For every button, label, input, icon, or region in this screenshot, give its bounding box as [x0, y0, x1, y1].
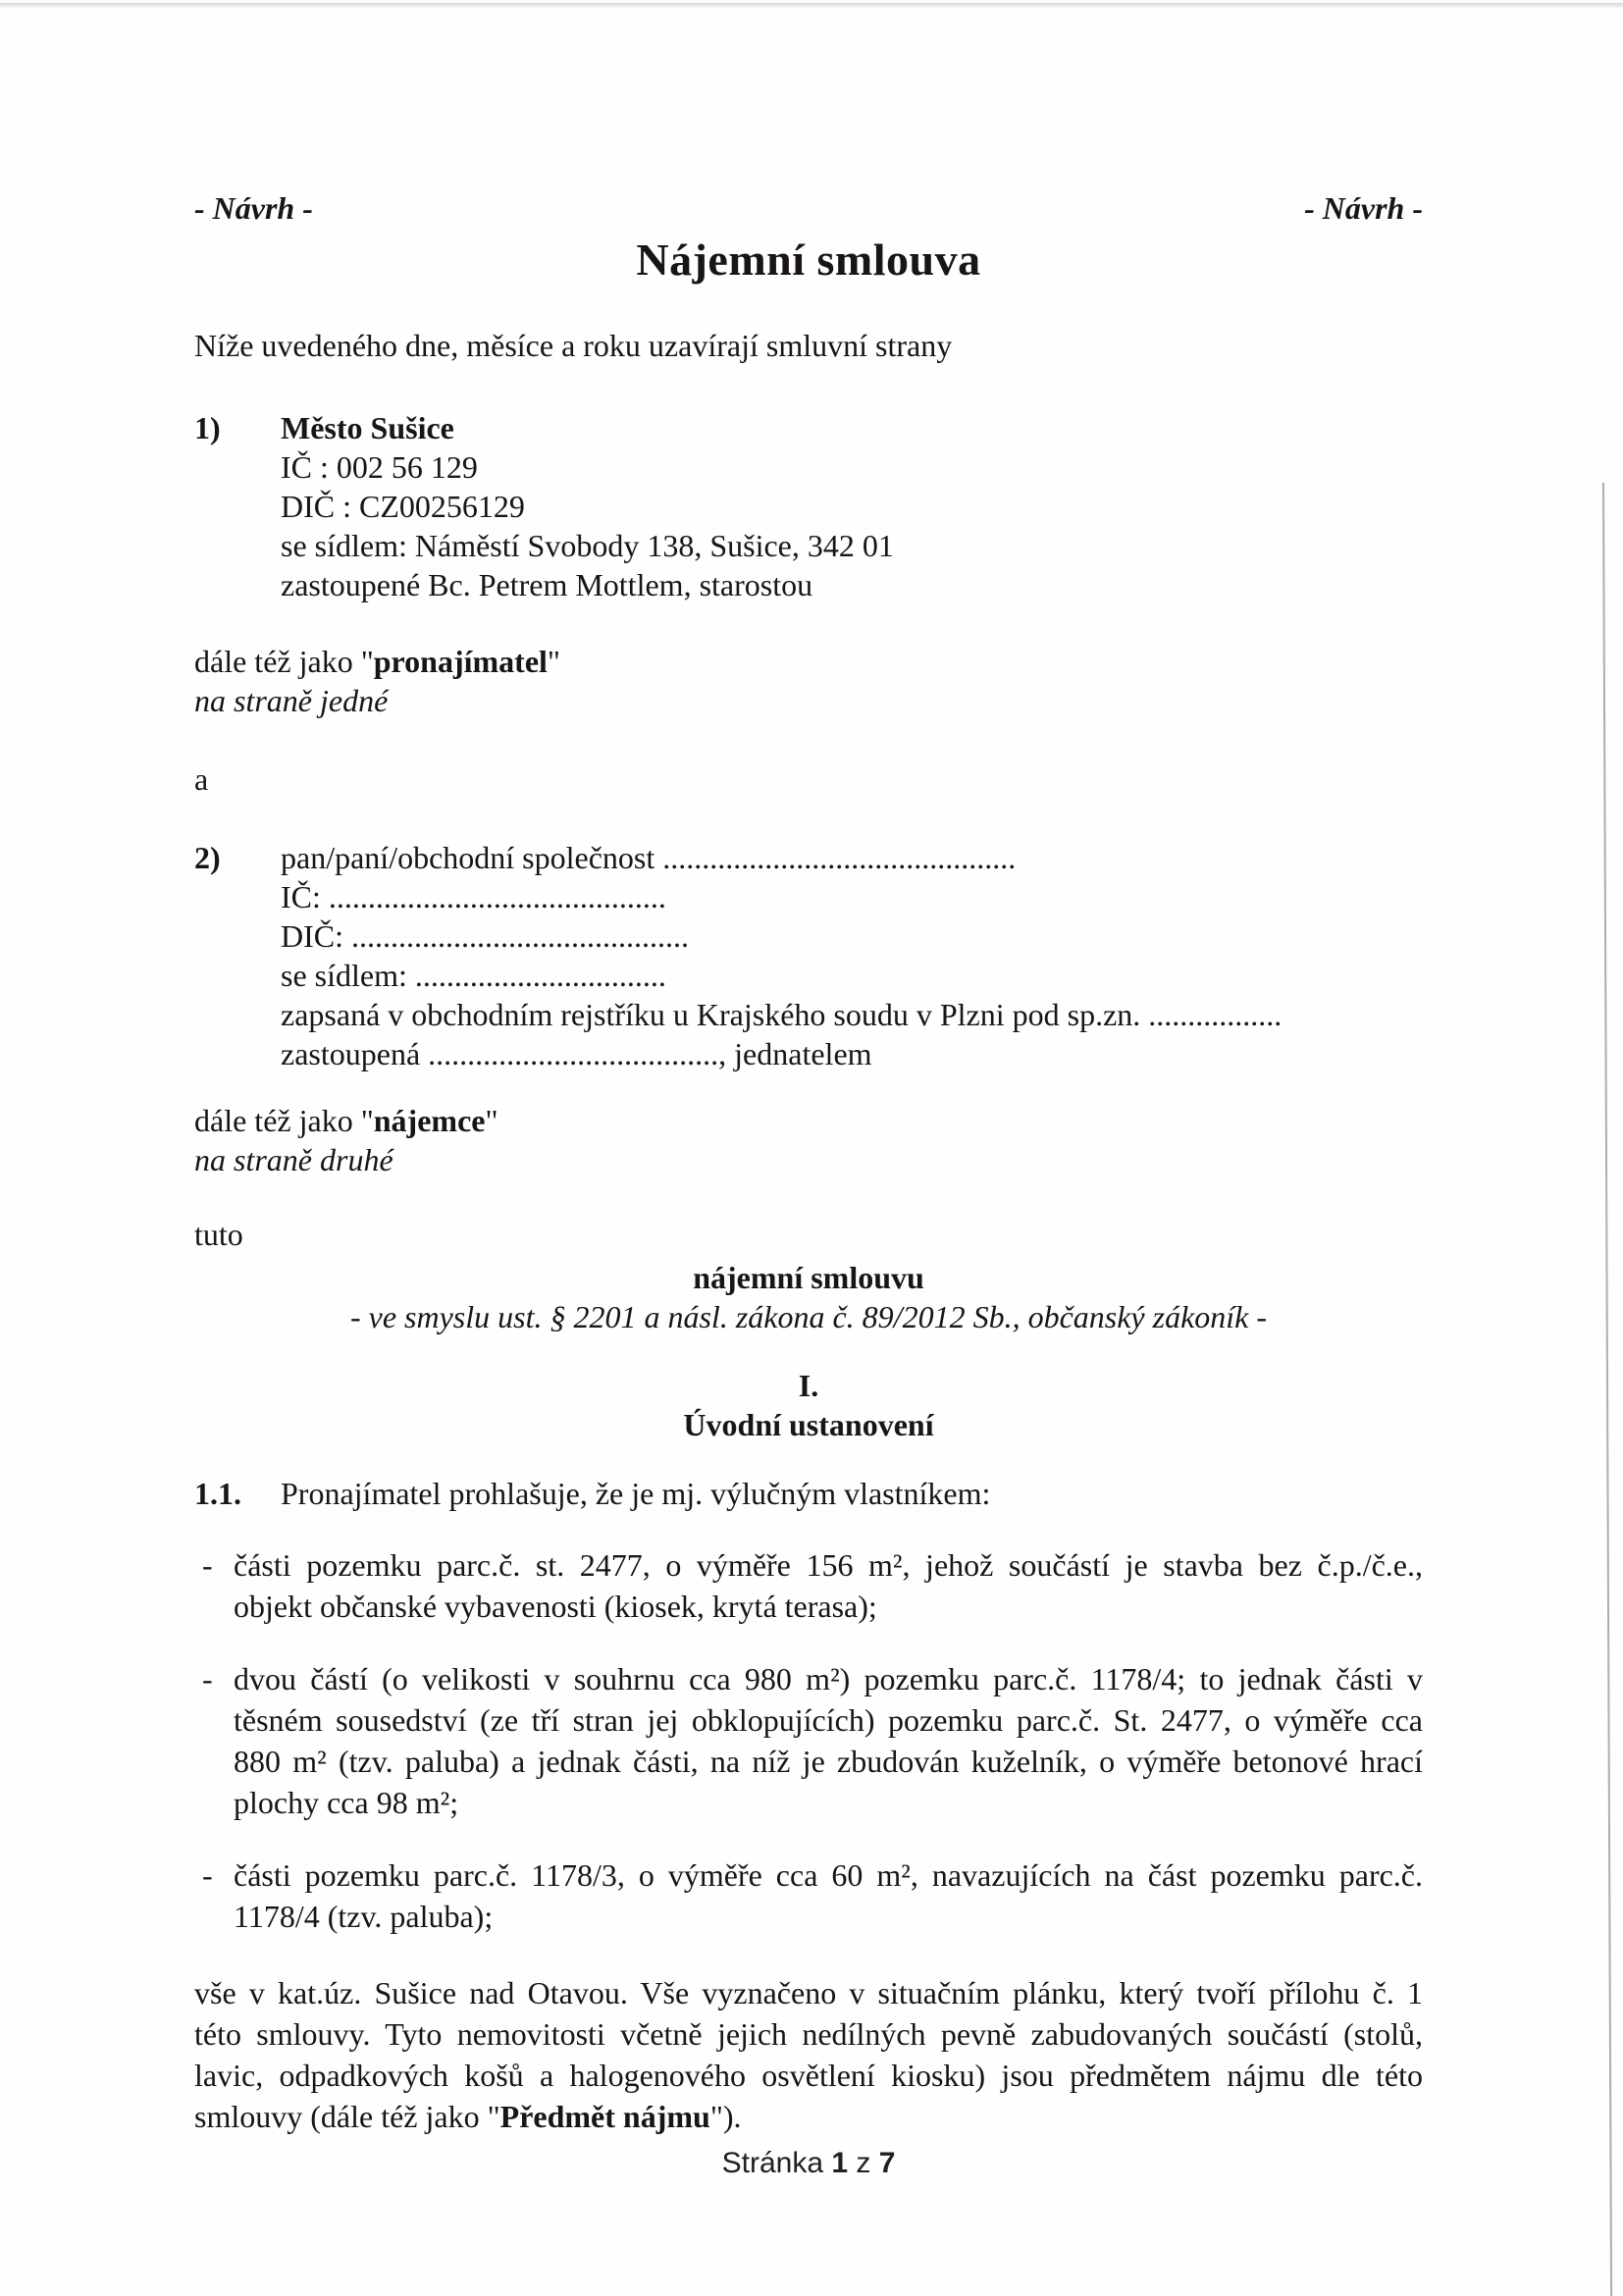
party-2-ic: IČ: ........................................... — [281, 879, 666, 914]
bullet-item-2 — [194, 1658, 1423, 1823]
party-1-block — [194, 408, 1423, 604]
party-2-company-line: pan/paní/obchodní společnost ............................................. — [281, 840, 1017, 875]
party-1-representative: zastoupené Bc. Petrem Mottlem, starostou — [281, 567, 813, 602]
closing-line-4-after: "). — [709, 2099, 742, 2134]
closing-line-4-term: Předmět nájmu — [499, 2099, 710, 2134]
bullet-3-line-2: 1178/4 (tzv. paluba); — [234, 1899, 494, 1934]
party-2-alias-term: nájemce — [373, 1103, 486, 1138]
document-title: Nájemní smlouva — [636, 235, 981, 285]
closing-line-4 — [194, 2096, 1423, 2137]
closing-paragraph — [194, 1972, 1423, 2137]
closing-line-1: vše v kat.úz. Sušice nad Otavou. Vše vyznačeno v situačním plánku, který tvoří přílohu č. 1 — [194, 1975, 1423, 2010]
party-1-side: na straně jedné — [194, 683, 389, 718]
bullet-3-text — [234, 1854, 1423, 1937]
contract-law-reference: - ve smyslu ust. § 2201 a násl. zákona č. 89/2012 Sb., občanský zákoník - — [349, 1299, 1268, 1334]
party-2-alias — [194, 1101, 1423, 1140]
bullet-2-line-4: plochy cca 98 m²; — [234, 1785, 459, 1820]
bullet-2-line-1: dvou částí (o velikosti v souhrnu cca 980 m²) pozemku parc.č. 1178/4; to jednak části v — [234, 1661, 1423, 1696]
bullet-1-line-2: objekt občanské vybavenosti (kiosek, krytá terasa); — [234, 1589, 877, 1624]
section-numeral: I. — [798, 1368, 819, 1403]
footer-page-number: 1 — [831, 2147, 849, 2179]
conjunction: a — [194, 761, 209, 797]
draft-label-left: - Návrh - — [194, 190, 313, 226]
party-1-alias-term: pronajímatel — [373, 644, 548, 679]
bullet-item-1 — [194, 1544, 1423, 1627]
bullet-2-line-3: 880 m² (tzv. paluba) a jednak části, na níž je zbudován kuželník, o výměře betonové hrací — [234, 1744, 1423, 1779]
draft-label-row — [194, 188, 1423, 228]
bullet-3-line-1: části pozemku parc.č. 1178/3, o výměře cca 60 m², navazujících na část pozemku parc.č. — [234, 1857, 1423, 1893]
bullet-item-3 — [194, 1854, 1423, 1937]
party-1-details — [281, 408, 1423, 604]
party-2-dic: DIČ: ........................................... — [281, 918, 689, 954]
bullet-1-marker: - — [202, 1547, 213, 1583]
party-2-alias-prefix: dále též jako " — [194, 1103, 374, 1138]
contract-name: nájemní smlouvu — [693, 1260, 924, 1295]
party-1-alias-prefix: dále též jako " — [194, 644, 374, 679]
party-1-dic: DIČ : CZ00256129 — [281, 489, 525, 524]
bullet-2-marker: - — [202, 1661, 213, 1696]
draft-label-right: - Návrh - — [1304, 190, 1423, 226]
bullet-1-line-1: části pozemku parc.č. st. 2477, o výměře 156 m², jehož součástí je stavba bez č.p./č.e., — [234, 1547, 1423, 1583]
bullet-3-marker: - — [202, 1857, 213, 1893]
party-1-name: Město Sušice — [281, 410, 454, 445]
footer-total-pages: 7 — [878, 2147, 896, 2179]
footer-separator: z — [848, 2147, 879, 2179]
party-2-address: se sídlem: ................................ — [281, 958, 666, 993]
party-2-block — [194, 838, 1423, 1073]
footer-prefix: Stránka — [721, 2147, 832, 2179]
closing-line-4-before: smlouvy (dále též jako " — [194, 2099, 500, 2134]
party-1-alias-suffix: " — [547, 644, 560, 679]
bullet-1-text — [234, 1544, 1423, 1627]
bullet-2-text — [234, 1658, 1423, 1823]
intro-line: Níže uvedeného dne, měsíce a roku uzavírají smluvní strany — [194, 328, 953, 363]
party-1-alias — [194, 642, 1423, 681]
page-footer — [194, 2145, 1423, 2182]
tuto-line: tuto — [194, 1217, 243, 1252]
clause-1-1-text: Pronajímatel prohlašuje, že je mj. výlučným vlastníkem: — [281, 1476, 991, 1511]
closing-line-3: lavic, odpadkových košů a halogenového osvětlení kiosku) jsou předmětem nájmu dle této — [194, 2058, 1423, 2093]
clause-1-1 — [194, 1474, 1423, 1513]
party-1-address: se sídlem: Náměstí Svobody 138, Sušice, 342 01 — [281, 528, 894, 563]
party-1-number: 1) — [194, 410, 221, 445]
bullet-2-line-2: těsném sousedství (ze tří stran jej obklopujících) pozemku parc.č. St. 2477, o výměře cca — [234, 1702, 1423, 1738]
party-2-number: 2) — [194, 840, 221, 875]
document-content — [194, 0, 1423, 2182]
closing-line-2: této smlouvy. Tyto nemovitosti včetně jejich nedílných pevně zabudovaných součástí (stolů, — [194, 2016, 1423, 2052]
party-2-side: na straně druhé — [194, 1142, 393, 1177]
party-2-registry-line: zapsaná v obchodním rejstříku u Krajského soudu v Plzni pod sp.zn. ................. — [281, 997, 1283, 1032]
party-2-details — [281, 838, 1423, 1073]
party-2-representative: zastoupená ....................................., jednatelem — [281, 1036, 872, 1071]
scan-line-artifact — [1602, 483, 1612, 2296]
clause-1-1-number: 1.1. — [194, 1476, 241, 1511]
party-1-ic: IČ : 002 56 129 — [281, 449, 478, 485]
party-2-alias-suffix: " — [485, 1103, 498, 1138]
section-heading: Úvodní ustanovení — [683, 1407, 934, 1442]
